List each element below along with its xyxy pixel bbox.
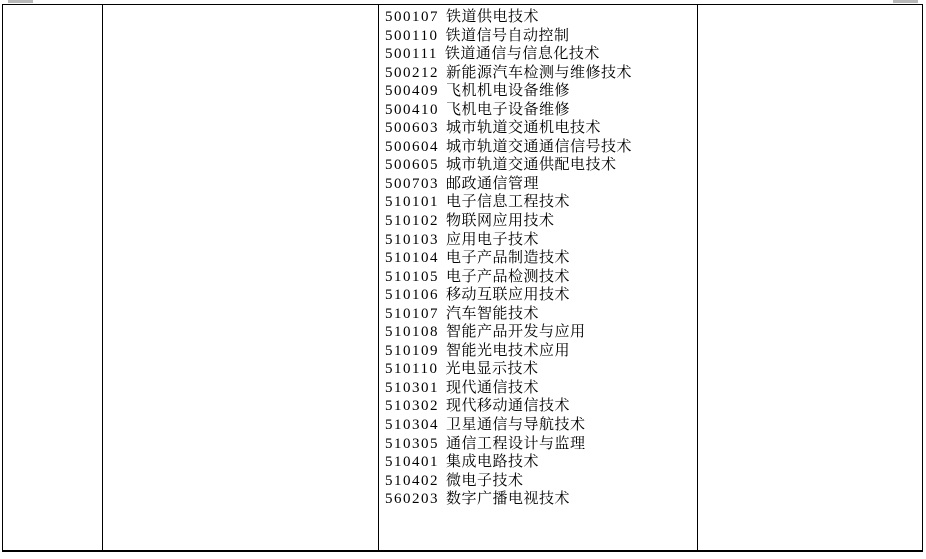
major-code: 510107 bbox=[385, 305, 439, 322]
major-code: 500409 bbox=[385, 83, 439, 100]
major-row bbox=[385, 305, 697, 324]
major-name: 电子产品制造技术 bbox=[446, 250, 571, 267]
major-code: 510106 bbox=[385, 287, 439, 304]
major-row bbox=[385, 453, 697, 472]
major-code: 500605 bbox=[385, 157, 439, 174]
major-row bbox=[385, 119, 697, 138]
major-code: 510103 bbox=[385, 231, 439, 248]
major-code: 510401 bbox=[385, 454, 439, 471]
majors-list bbox=[379, 5, 697, 509]
major-code: 500110 bbox=[385, 27, 439, 44]
major-name: 铁道通信与信息化技术 bbox=[444, 46, 600, 63]
major-row bbox=[385, 64, 697, 83]
major-row bbox=[385, 490, 697, 509]
major-name: 现代移动通信技术 bbox=[446, 398, 571, 415]
major-name: 卫星通信与导航技术 bbox=[446, 417, 586, 434]
major-name: 城市轨道交通供配电技术 bbox=[446, 157, 617, 174]
major-row bbox=[385, 379, 697, 398]
majors-table bbox=[2, 4, 923, 552]
major-name: 移动互联应用技术 bbox=[446, 287, 571, 304]
major-name: 电子产品检测技术 bbox=[446, 268, 571, 285]
major-row bbox=[385, 212, 697, 231]
major-name: 数字广播电视技术 bbox=[446, 491, 571, 508]
major-code: 510102 bbox=[385, 213, 439, 230]
major-row bbox=[385, 286, 697, 305]
major-row bbox=[385, 156, 697, 175]
major-name: 光电显示技术 bbox=[445, 361, 539, 378]
major-code: 500604 bbox=[385, 138, 439, 155]
major-code: 500111 bbox=[385, 46, 438, 63]
major-row bbox=[385, 249, 697, 268]
major-name: 汽车智能技术 bbox=[446, 305, 540, 322]
major-row bbox=[385, 342, 697, 361]
major-code: 560203 bbox=[385, 491, 439, 508]
major-row bbox=[385, 435, 697, 454]
table-cell-empty-2 bbox=[103, 5, 379, 550]
major-code: 500603 bbox=[385, 120, 439, 137]
major-name: 城市轨道交通通信信号技术 bbox=[446, 138, 633, 155]
major-code: 510301 bbox=[385, 379, 439, 396]
major-name: 飞机电子设备维修 bbox=[446, 101, 571, 118]
major-code: 510105 bbox=[385, 268, 439, 285]
major-name: 智能产品开发与应用 bbox=[446, 324, 586, 341]
major-name: 飞机机电设备维修 bbox=[446, 83, 571, 100]
top-edge-artifact-right bbox=[893, 0, 918, 3]
major-name: 铁道信号自动控制 bbox=[445, 27, 570, 44]
major-row bbox=[385, 138, 697, 157]
major-code: 510108 bbox=[385, 324, 439, 341]
major-row bbox=[385, 175, 697, 194]
major-code: 510304 bbox=[385, 417, 439, 434]
major-name: 新能源汽车检测与维修技术 bbox=[446, 64, 633, 81]
major-row bbox=[385, 193, 697, 212]
major-code: 500410 bbox=[385, 101, 439, 118]
major-name: 电子信息工程技术 bbox=[446, 194, 571, 211]
major-name: 应用电子技术 bbox=[446, 231, 540, 248]
major-code: 500212 bbox=[385, 64, 439, 81]
major-row bbox=[385, 101, 697, 120]
major-name: 微电子技术 bbox=[446, 472, 524, 489]
table-cell-majors bbox=[379, 5, 698, 550]
major-code: 500107 bbox=[385, 9, 439, 25]
major-code: 510101 bbox=[385, 194, 439, 211]
major-name: 物联网应用技术 bbox=[446, 213, 555, 230]
major-code: 510302 bbox=[385, 398, 439, 415]
table-cell-empty-1 bbox=[3, 5, 103, 550]
major-row bbox=[385, 397, 697, 416]
major-code: 510110 bbox=[385, 361, 439, 378]
major-code: 510104 bbox=[385, 250, 439, 267]
major-name: 城市轨道交通机电技术 bbox=[446, 120, 602, 137]
major-row bbox=[385, 472, 697, 491]
major-row bbox=[385, 323, 697, 342]
major-name: 集成电路技术 bbox=[446, 454, 540, 471]
major-row bbox=[385, 82, 697, 101]
major-row bbox=[385, 268, 697, 287]
major-name: 通信工程设计与监理 bbox=[446, 435, 586, 452]
major-code: 510305 bbox=[385, 435, 439, 452]
major-row bbox=[385, 360, 697, 379]
top-edge-artifact-left bbox=[8, 0, 33, 3]
major-row bbox=[385, 416, 697, 435]
major-row bbox=[385, 45, 697, 64]
table-cell-empty-3 bbox=[698, 5, 922, 550]
major-row bbox=[385, 8, 697, 27]
major-code: 510402 bbox=[385, 472, 439, 489]
major-row bbox=[385, 231, 697, 250]
major-code: 510109 bbox=[385, 342, 439, 359]
major-name: 铁道供电技术 bbox=[446, 9, 540, 25]
major-name: 智能光电技术应用 bbox=[446, 342, 571, 359]
major-row bbox=[385, 27, 697, 46]
major-name: 邮政通信管理 bbox=[446, 175, 540, 192]
major-code: 500703 bbox=[385, 175, 439, 192]
major-name: 现代通信技术 bbox=[446, 379, 540, 396]
